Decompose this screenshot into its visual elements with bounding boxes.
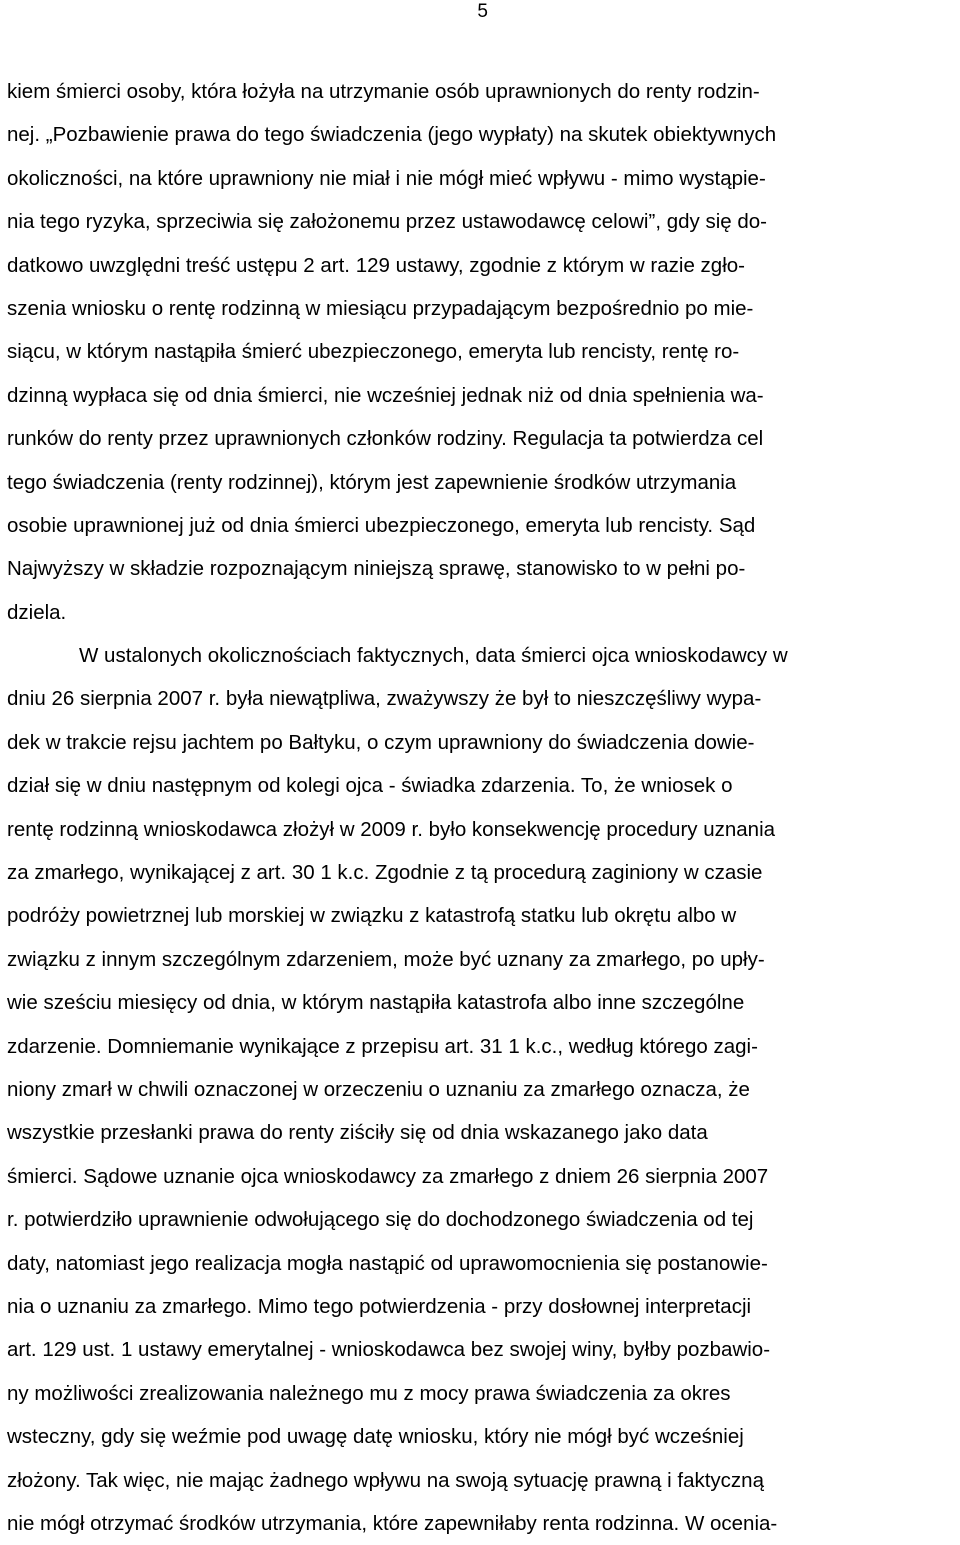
text-line: śmierci. Sądowe uznanie ojca wnioskodawcy za zmarłego z dniem 26 sierpnia 2007 [7, 1164, 769, 1188]
text-line: szenia wniosku o rentę rodzinną w miesiącu przypadającym bezpośrednio po mie- [7, 296, 754, 320]
text-line: wsteczny, gdy się weźmie pod uwagę datę wniosku, który nie mógł być wcześniej [7, 1425, 744, 1449]
text-line: dziela. [7, 600, 67, 624]
text-line: osobie uprawnionej już od dnia śmierci ubezpieczonego, emeryta lub rencisty. Sąd [7, 513, 756, 537]
text-line: Najwyższy w składzie rozpoznającym niniejszą sprawę, stanowisko to w pełni po- [7, 557, 746, 581]
text-line: runków do renty przez uprawnionych członków rodziny. Regulacja ta potwierdza cel [7, 427, 764, 451]
document-body [7, 70, 957, 1545]
text-line: za zmarłego, wynikającej z art. 30 1 k.c. Zgodnie z tą procedurą zaginiony w czasie [7, 861, 763, 885]
text-line: art. 129 ust. 1 ustawy emerytalnej - wnioskodawca bez swojej winy, byłby pozbawio- [7, 1338, 771, 1362]
text-line: nia tego ryzyka, sprzeciwia się założonemu przez ustawodawcę celowi”, gdy się do- [7, 210, 767, 234]
page-number: 5 [477, 1, 488, 22]
text-line: ny możliwości zrealizowania należnego mu z mocy prawa świadczenia za okres [7, 1381, 731, 1405]
text-line: zdarzenie. Domniemanie wynikające z przepisu art. 31 1 k.c., według którego zagi- [7, 1034, 758, 1058]
text-line: datkowo uwzględni treść ustępu 2 art. 129 ustawy, zgodnie z którym w razie zgło- [7, 253, 745, 277]
text-line: nia o uznaniu za zmarłego. Mimo tego potwierdzenia - przy dosłownej interpretacji [7, 1294, 752, 1318]
text-line: związku z innym szczególnym zdarzeniem, może być uznany za zmarłego, po upły- [7, 947, 765, 971]
text-line: podróży powietrznej lub morskiej w związku z katastrofą statku lub okrętu albo w [7, 904, 737, 928]
text-line: dniu 26 sierpnia 2007 r. była niewątpliwa, zważywszy że był to nieszczęśliwy wypa- [7, 687, 762, 711]
paragraph-first-line: W ustalonych okolicznościach faktycznych, data śmierci ojca wnioskodawcy w [79, 644, 788, 668]
text-line: niony zmarł w chwili oznaczonej w orzeczeniu o uznaniu za zmarłego oznacza, że [7, 1077, 750, 1101]
text-line: tego świadczenia (renty rodzinnej), którym jest zapewnienie środków utrzymania [7, 470, 737, 494]
text-line: nie mógł otrzymać środków utrzymania, które zapewniłaby renta rodzinna. W ocenia- [7, 1511, 778, 1535]
text-line: dek w trakcie rejsu jachtem po Bałtyku, o czym uprawniony do świadczenia dowie- [7, 730, 755, 754]
text-line: wie sześciu miesięcy od dnia, w którym nastąpiła katastrofa albo inne szczególne [7, 991, 745, 1015]
text-line: okoliczności, na które uprawniony nie miał i nie mógł mieć wpływu - mimo wystąpie- [7, 166, 766, 190]
text-line: dzinną wypłaca się od dnia śmierci, nie wcześniej jednak niż od dnia spełnienia wa- [7, 383, 764, 407]
text-line: dział się w dniu następnym od kolegi ojca - świadka zdarzenia. To, że wniosek o [7, 774, 733, 798]
text-line: złożony. Tak więc, nie mając żadnego wpływu na swoją sytuację prawną i faktyczną [7, 1468, 764, 1492]
text-line: daty, natomiast jego realizacja mogła nastąpić od uprawomocnienia się postanowie- [7, 1251, 768, 1275]
text-line: nej. „Pozbawienie prawa do tego świadczenia (jego wypłaty) na skutek obiektywnych [7, 123, 777, 147]
text-line: kiem śmierci osoby, która łożyła na utrzymanie osób uprawnionych do renty rodzin- [7, 80, 760, 103]
text-line: r. potwierdziło uprawnienie odwołującego się do dochodzonego świadczenia od tej [7, 1208, 754, 1232]
text-line: siącu, w którym nastąpiła śmierć ubezpieczonego, emeryta lub rencisty, rentę ro- [7, 340, 740, 364]
text-line: wszystkie przesłanki prawa do renty ziściły się od dnia wskazanego jako data [7, 1121, 708, 1145]
text-line: rentę rodzinną wnioskodawca złożył w 2009 r. było konsekwencję procedury uznania [7, 817, 776, 841]
